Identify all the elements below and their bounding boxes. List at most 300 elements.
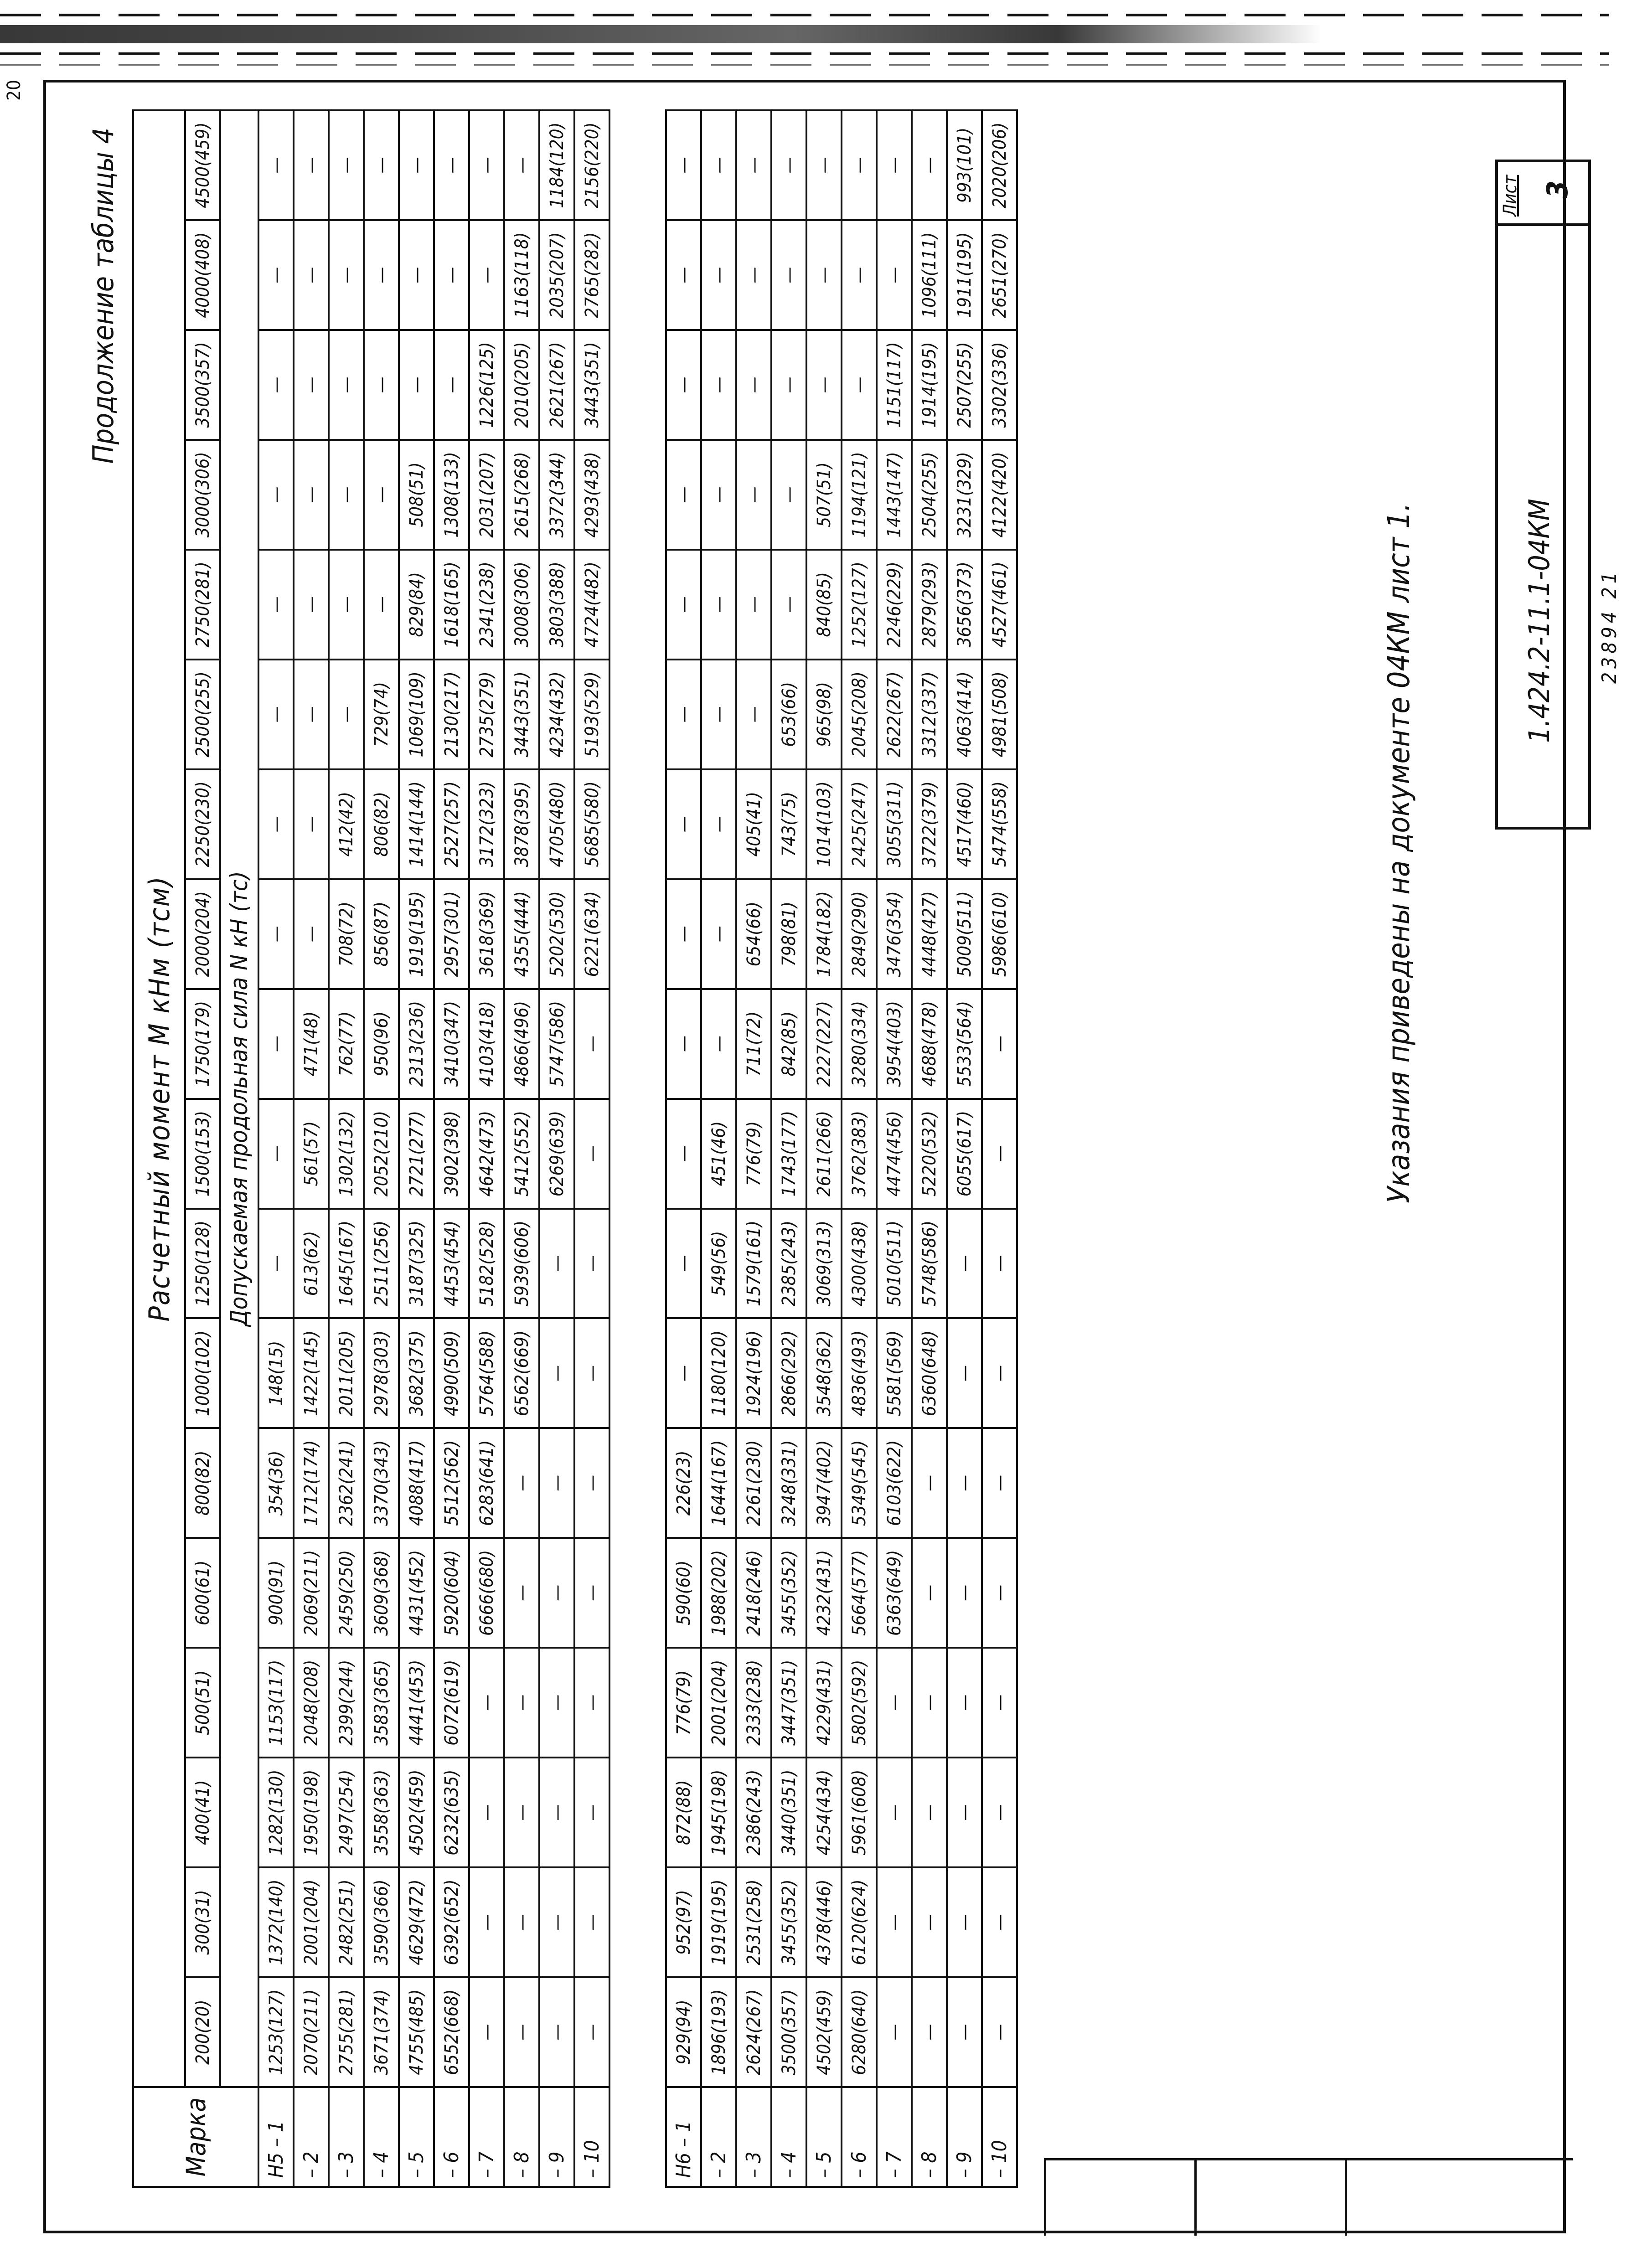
table-cell: 743(75) xyxy=(771,769,806,879)
table-cell: 2531(258) xyxy=(736,1867,771,1977)
table-cell: 1644(167) xyxy=(701,1428,736,1538)
table-cell: 5939(606) xyxy=(504,1209,539,1319)
table-cell: 4724(482) xyxy=(574,550,609,660)
table-cell: 6055(617) xyxy=(947,1099,982,1209)
table-cell: 4378(446) xyxy=(806,1867,842,1977)
table-cell: 6392(652) xyxy=(434,1867,469,1977)
table-cell: 4232(431) xyxy=(806,1538,842,1648)
table-cell: 2615(268) xyxy=(504,440,539,550)
table-cell: — xyxy=(294,440,329,550)
table-cell: 3069(313) xyxy=(806,1209,842,1319)
table-row xyxy=(258,110,294,2187)
table-cell: 4229(431) xyxy=(806,1648,842,1758)
table-cell: — xyxy=(364,440,399,550)
column-header-row xyxy=(185,110,220,2187)
table-cell: — xyxy=(539,1428,574,1538)
table-cell: 3172(323) xyxy=(469,769,504,879)
column-header: 3000(306) xyxy=(185,440,220,550)
table-cell: 4453(454) xyxy=(434,1209,469,1319)
table-cell: 1194(121) xyxy=(842,440,877,550)
table-row xyxy=(806,110,842,2187)
table-cell: 2399(244) xyxy=(329,1648,364,1758)
table-cell: — xyxy=(504,1538,539,1648)
table-cell: — xyxy=(912,1428,947,1538)
table-cell: — xyxy=(982,1099,1017,1209)
table-cell: — xyxy=(434,330,469,440)
table-cell: — xyxy=(877,220,912,330)
table-cell: 5009(511) xyxy=(947,879,982,989)
table-cell: — xyxy=(666,1318,701,1428)
table-cell: — xyxy=(504,110,539,220)
table-cell: 5747(586) xyxy=(539,989,574,1099)
table-cell: 2385(243) xyxy=(771,1209,806,1319)
table-row xyxy=(771,110,806,2187)
table-cell: 4448(427) xyxy=(912,879,947,989)
table-cell: 5533(564) xyxy=(947,989,982,1099)
table-cell: — xyxy=(947,1428,982,1538)
table-cell: 1096(111) xyxy=(912,220,947,330)
table-row xyxy=(469,110,504,2187)
table-cell: 2052(210) xyxy=(364,1099,399,1209)
table-cell: 1163(118) xyxy=(504,220,539,330)
table-cell: 549(56) xyxy=(701,1209,736,1319)
table-cell: — xyxy=(574,1428,609,1538)
table-cell: — xyxy=(982,1428,1017,1538)
table-cell: 5182(528) xyxy=(469,1209,504,1319)
table-cell: — xyxy=(504,1867,539,1977)
table-cell: 1153(117) xyxy=(258,1648,294,1758)
table-cell: 5349(545) xyxy=(842,1428,877,1538)
column-header: 4000(408) xyxy=(185,220,220,330)
table-cell: 4629(472) xyxy=(399,1867,434,1977)
table-cell: 1712(174) xyxy=(294,1428,329,1538)
table-cell: 451(46) xyxy=(701,1099,736,1209)
table-cell: 729(74) xyxy=(364,660,399,769)
table-cell: 1180(120) xyxy=(701,1318,736,1428)
table-cell: 5664(577) xyxy=(842,1538,877,1648)
table-cell: 6280(640) xyxy=(842,1977,877,2087)
table-cell: 2001(204) xyxy=(701,1648,736,1758)
table-cell: 2261(230) xyxy=(736,1428,771,1538)
table-cell: 6666(680) xyxy=(469,1538,504,1648)
table-cell: — xyxy=(329,220,364,330)
table-cell: 2020(206) xyxy=(982,110,1017,220)
table-cell: — xyxy=(771,440,806,550)
column-header: 400(41) xyxy=(185,1758,220,1867)
row-mark: Н6 – 1 xyxy=(666,2087,701,2187)
table-cell: 1282(130) xyxy=(258,1758,294,1867)
table-row xyxy=(539,110,574,2187)
table-cell: 1069(109) xyxy=(399,660,434,769)
table-cell: — xyxy=(806,330,842,440)
table-cell: 507(51) xyxy=(806,440,842,550)
table-cell: 2611(266) xyxy=(806,1099,842,1209)
table-cell: 1226(125) xyxy=(469,330,504,440)
table-cell: 2010(205) xyxy=(504,330,539,440)
table-cell: — xyxy=(982,1758,1017,1867)
table-cell: 3609(368) xyxy=(364,1538,399,1648)
table-cell: — xyxy=(701,660,736,769)
title-stamp xyxy=(1495,146,1632,830)
table-cell: 1896(193) xyxy=(701,1977,736,2087)
table-cell: 1945(198) xyxy=(701,1758,736,1867)
table-cell: 4688(478) xyxy=(912,989,947,1099)
table-cell: 993(101) xyxy=(947,110,982,220)
table-row xyxy=(329,110,364,2187)
table-cell: — xyxy=(574,1648,609,1758)
table-cell: — xyxy=(329,550,364,660)
table-cell: 952(97) xyxy=(666,1867,701,1977)
table-cell: 148(15) xyxy=(258,1318,294,1428)
table-cell: 2341(238) xyxy=(469,550,504,660)
table-cell: — xyxy=(539,1538,574,1648)
table-cell: — xyxy=(666,1099,701,1209)
table-cell: 2622(267) xyxy=(877,660,912,769)
row-mark: – 2 xyxy=(294,2087,329,2187)
table-cell: 3008(306) xyxy=(504,550,539,660)
table-cell: 6120(624) xyxy=(842,1867,877,1977)
table-cell: 840(85) xyxy=(806,550,842,660)
table-cell: — xyxy=(982,989,1017,1099)
table-cell: — xyxy=(329,660,364,769)
table-cell: — xyxy=(912,1758,947,1867)
table-cell: 3583(365) xyxy=(364,1648,399,1758)
table-cell: 4355(444) xyxy=(504,879,539,989)
table-cell: 3902(398) xyxy=(434,1099,469,1209)
table-cell: 613(62) xyxy=(294,1209,329,1319)
table-cell: — xyxy=(294,550,329,660)
table-cell: — xyxy=(469,1648,504,1758)
table-cell: 776(79) xyxy=(666,1648,701,1758)
table-cell: 1308(133) xyxy=(434,440,469,550)
table-cell: 1443(147) xyxy=(877,440,912,550)
table-cell: — xyxy=(982,1867,1017,1977)
table-cell: 405(41) xyxy=(736,769,771,879)
note-text: Указания приведены на документе 04КМ лист 1. xyxy=(1381,503,1416,1203)
table-cell: — xyxy=(912,1538,947,1648)
table-cell: — xyxy=(701,989,736,1099)
table-cell: — xyxy=(666,879,701,989)
table-cell: 5193(529) xyxy=(574,660,609,769)
scan-top-edge xyxy=(0,0,1609,68)
table-cell: 842(85) xyxy=(771,989,806,1099)
table-cell: 6552(668) xyxy=(434,1977,469,2087)
table-cell: 4517(460) xyxy=(947,769,982,879)
table-cell: 1253(127) xyxy=(258,1977,294,2087)
table-cell: 6103(622) xyxy=(877,1428,912,1538)
table-cell: — xyxy=(982,1977,1017,2087)
table-cell: — xyxy=(258,110,294,220)
table-cell: 929(94) xyxy=(666,1977,701,2087)
column-header: 1750(179) xyxy=(185,989,220,1099)
table-cell: 2313(236) xyxy=(399,989,434,1099)
table-cell: 1988(202) xyxy=(701,1538,736,1648)
table-cell: 5010(511) xyxy=(877,1209,912,1319)
table-cell: 3558(363) xyxy=(364,1758,399,1867)
table-row xyxy=(364,110,399,2187)
table-cell: — xyxy=(736,660,771,769)
table-cell: — xyxy=(877,1648,912,1758)
table-cell: — xyxy=(701,879,736,989)
row-mark: – 2 xyxy=(701,2087,736,2187)
table-cell: — xyxy=(574,1209,609,1319)
table-cell: — xyxy=(504,1428,539,1538)
table-cell: — xyxy=(469,1977,504,2087)
table-cell: — xyxy=(947,1758,982,1867)
table-cell: 3302(336) xyxy=(982,330,1017,440)
table-cell: — xyxy=(364,330,399,440)
table-cell: — xyxy=(469,1867,504,1977)
row-mark: – 10 xyxy=(982,2087,1017,2187)
table-cell: — xyxy=(736,110,771,220)
table-cell: 4103(418) xyxy=(469,989,504,1099)
table-cell: 6232(635) xyxy=(434,1758,469,1867)
table-cell: 6360(648) xyxy=(912,1318,947,1428)
table-cell: 2425(247) xyxy=(842,769,877,879)
table-cell: 4234(432) xyxy=(539,660,574,769)
table-cell: 4502(459) xyxy=(806,1977,842,2087)
column-header: 2750(281) xyxy=(185,550,220,660)
table-cell: 1743(177) xyxy=(771,1099,806,1209)
table-cell: 590(60) xyxy=(666,1538,701,1648)
table-cell: 561(57) xyxy=(294,1099,329,1209)
row-mark: – 9 xyxy=(539,2087,574,2187)
table-cell: 965(98) xyxy=(806,660,842,769)
table-cell: 6562(669) xyxy=(504,1318,539,1428)
table-cell: — xyxy=(877,1977,912,2087)
table-cell: 1252(127) xyxy=(842,550,877,660)
table-cell: — xyxy=(842,110,877,220)
table-cell: — xyxy=(947,1867,982,1977)
table-cell: — xyxy=(294,879,329,989)
table-cell: 2001(204) xyxy=(294,1867,329,1977)
table-cell: — xyxy=(294,330,329,440)
table-cell: 3722(379) xyxy=(912,769,947,879)
table-cell: — xyxy=(947,1538,982,1648)
table-cell: 3443(351) xyxy=(504,660,539,769)
table-row xyxy=(912,110,947,2187)
table-cell: — xyxy=(982,1648,1017,1758)
table-cell: 1302(132) xyxy=(329,1099,364,1209)
table-cell: — xyxy=(771,330,806,440)
table-cell: — xyxy=(364,550,399,660)
table-cell: 2333(238) xyxy=(736,1648,771,1758)
table-cell: 5202(530) xyxy=(539,879,574,989)
table-cell: — xyxy=(539,1867,574,1977)
table-cell: — xyxy=(771,550,806,660)
table-cell: 4300(438) xyxy=(842,1209,877,1319)
table-cell: — xyxy=(842,330,877,440)
table-cell: 1911(195) xyxy=(947,220,982,330)
table-title: Расчетный момент М кНм (тсм) xyxy=(133,110,185,2087)
table-cell: — xyxy=(736,550,771,660)
row-mark: – 6 xyxy=(434,2087,469,2187)
table-cell: 6283(641) xyxy=(469,1428,504,1538)
table-cell: 226(23) xyxy=(666,1428,701,1538)
table-cell: 653(66) xyxy=(771,660,806,769)
table-cell: 4705(480) xyxy=(539,769,574,879)
table-cell: 4474(456) xyxy=(877,1099,912,1209)
table-cell: 2031(207) xyxy=(469,440,504,550)
row-mark: – 3 xyxy=(329,2087,364,2187)
table-cell: 1422(145) xyxy=(294,1318,329,1428)
table-cell: 2511(256) xyxy=(364,1209,399,1319)
table-cell: — xyxy=(912,110,947,220)
table-cell: 3280(334) xyxy=(842,989,877,1099)
table-cell: 3590(366) xyxy=(364,1867,399,1977)
table-row xyxy=(574,110,609,2187)
table-cell: — xyxy=(329,110,364,220)
table-cell: 3618(369) xyxy=(469,879,504,989)
table-cell: 5764(588) xyxy=(469,1318,504,1428)
table-row xyxy=(294,110,329,2187)
table-cell: — xyxy=(399,220,434,330)
table-cell: — xyxy=(504,1648,539,1758)
table-cell: 3803(388) xyxy=(539,550,574,660)
table-cell: 4527(461) xyxy=(982,550,1017,660)
inventory-number: 23894 21 xyxy=(1598,568,1621,684)
rotated-sheet xyxy=(55,109,1621,2206)
table-cell: 829(84) xyxy=(399,550,434,660)
table-cell: — xyxy=(539,1977,574,2087)
row-mark: – 3 xyxy=(736,2087,771,2187)
table-cell: — xyxy=(701,330,736,440)
table-cell: — xyxy=(912,1867,947,1977)
table-cell: 856(87) xyxy=(364,879,399,989)
table-cell: 4502(459) xyxy=(399,1758,434,1867)
table-cell: 5802(592) xyxy=(842,1648,877,1758)
table-cell: 4642(473) xyxy=(469,1099,504,1209)
table-cell: — xyxy=(947,1209,982,1319)
table-cell: 471(48) xyxy=(294,989,329,1099)
table-cell: 1579(161) xyxy=(736,1209,771,1319)
column-header: 300(31) xyxy=(185,1867,220,1977)
table-cell: — xyxy=(701,220,736,330)
table-cell: 2045(208) xyxy=(842,660,877,769)
table-cell: 5986(610) xyxy=(982,879,1017,989)
table-cell: — xyxy=(574,1867,609,1977)
table-cell: — xyxy=(294,110,329,220)
table-row xyxy=(736,110,771,2187)
table-cell: 5412(552) xyxy=(504,1099,539,1209)
table-cell: 4836(493) xyxy=(842,1318,877,1428)
table-cell: — xyxy=(666,220,701,330)
table-cell: 798(81) xyxy=(771,879,806,989)
table-cell: — xyxy=(294,660,329,769)
table-cell: 776(79) xyxy=(736,1099,771,1209)
table-cell: 3548(362) xyxy=(806,1318,842,1428)
table-cell: — xyxy=(574,1538,609,1648)
table-cell: 2621(267) xyxy=(539,330,574,440)
row-mark: – 8 xyxy=(504,2087,539,2187)
table-row xyxy=(842,110,877,2187)
table-cell: 4293(438) xyxy=(574,440,609,550)
table-cell: — xyxy=(539,1318,574,1428)
column-header: 600(61) xyxy=(185,1538,220,1648)
corner-number: 20 xyxy=(3,80,25,101)
table-cell: 708(72) xyxy=(329,879,364,989)
table-cell: 5748(586) xyxy=(912,1209,947,1319)
table-cell: — xyxy=(539,1209,574,1319)
table-cell: — xyxy=(666,440,701,550)
table-cell: — xyxy=(399,110,434,220)
table-cell: 3187(325) xyxy=(399,1209,434,1319)
table-cell: 6221(634) xyxy=(574,879,609,989)
table-cell: 3248(331) xyxy=(771,1428,806,1538)
table-cell: — xyxy=(504,1977,539,2087)
table-cell: — xyxy=(364,220,399,330)
table-cell: 508(51) xyxy=(399,440,434,550)
table-cell: — xyxy=(701,440,736,550)
row-mark: Н5 – 1 xyxy=(258,2087,294,2187)
table-cell: 6072(619) xyxy=(434,1648,469,1758)
table-cell: 1014(103) xyxy=(806,769,842,879)
table-cell: 4981(508) xyxy=(982,660,1017,769)
table-cell: 3440(351) xyxy=(771,1758,806,1867)
binding-strip xyxy=(27,80,45,2233)
table-cell: 3671(374) xyxy=(364,1977,399,2087)
table-cell: 1372(140) xyxy=(258,1867,294,1977)
table-cell: — xyxy=(947,1648,982,1758)
table-cell: 1950(198) xyxy=(294,1758,329,1867)
table-cell: — xyxy=(258,1209,294,1319)
table-cell: — xyxy=(364,110,399,220)
table-cell: 3878(395) xyxy=(504,769,539,879)
table-cell: — xyxy=(877,1758,912,1867)
table-cell: 3312(337) xyxy=(912,660,947,769)
table-row xyxy=(399,110,434,2187)
table-cell: — xyxy=(877,110,912,220)
table-cell: — xyxy=(666,989,701,1099)
table-row xyxy=(982,110,1017,2187)
table-cell: — xyxy=(736,330,771,440)
table-cell: — xyxy=(666,330,701,440)
table-cell: 2497(254) xyxy=(329,1758,364,1867)
table-cell: 762(77) xyxy=(329,989,364,1099)
table-cell: 3231(329) xyxy=(947,440,982,550)
table-cell: 2035(207) xyxy=(539,220,574,330)
table-cell: 1784(182) xyxy=(806,879,842,989)
table-cell: — xyxy=(877,1867,912,1977)
table-cell: — xyxy=(701,550,736,660)
table-cell: — xyxy=(574,1758,609,1867)
table-cell: — xyxy=(539,1648,574,1758)
table-cell: — xyxy=(434,110,469,220)
table-cell: — xyxy=(258,989,294,1099)
table-cell: — xyxy=(771,110,806,220)
table-cell: 711(72) xyxy=(736,989,771,1099)
table-cell: 2978(303) xyxy=(364,1318,399,1428)
table-cell: — xyxy=(434,220,469,330)
table-cell: 3455(352) xyxy=(771,1538,806,1648)
table-cell: 4431(452) xyxy=(399,1538,434,1648)
row-mark: – 10 xyxy=(574,2087,609,2187)
table-cell: 6363(649) xyxy=(877,1538,912,1648)
table-cell: 1184(120) xyxy=(539,110,574,220)
table-cell: — xyxy=(666,660,701,769)
table-cell: — xyxy=(294,769,329,879)
table-cell: 3372(344) xyxy=(539,440,574,550)
column-header: 1500(153) xyxy=(185,1099,220,1209)
table-cell: 2721(277) xyxy=(399,1099,434,1209)
table-cell: — xyxy=(736,440,771,550)
row-mark: – 9 xyxy=(947,2087,982,2187)
table-cell: 2048(208) xyxy=(294,1648,329,1758)
table-cell: 1919(195) xyxy=(399,879,434,989)
table-cell: — xyxy=(736,220,771,330)
table-cell: 2651(270) xyxy=(982,220,1017,330)
table-cell: — xyxy=(258,440,294,550)
